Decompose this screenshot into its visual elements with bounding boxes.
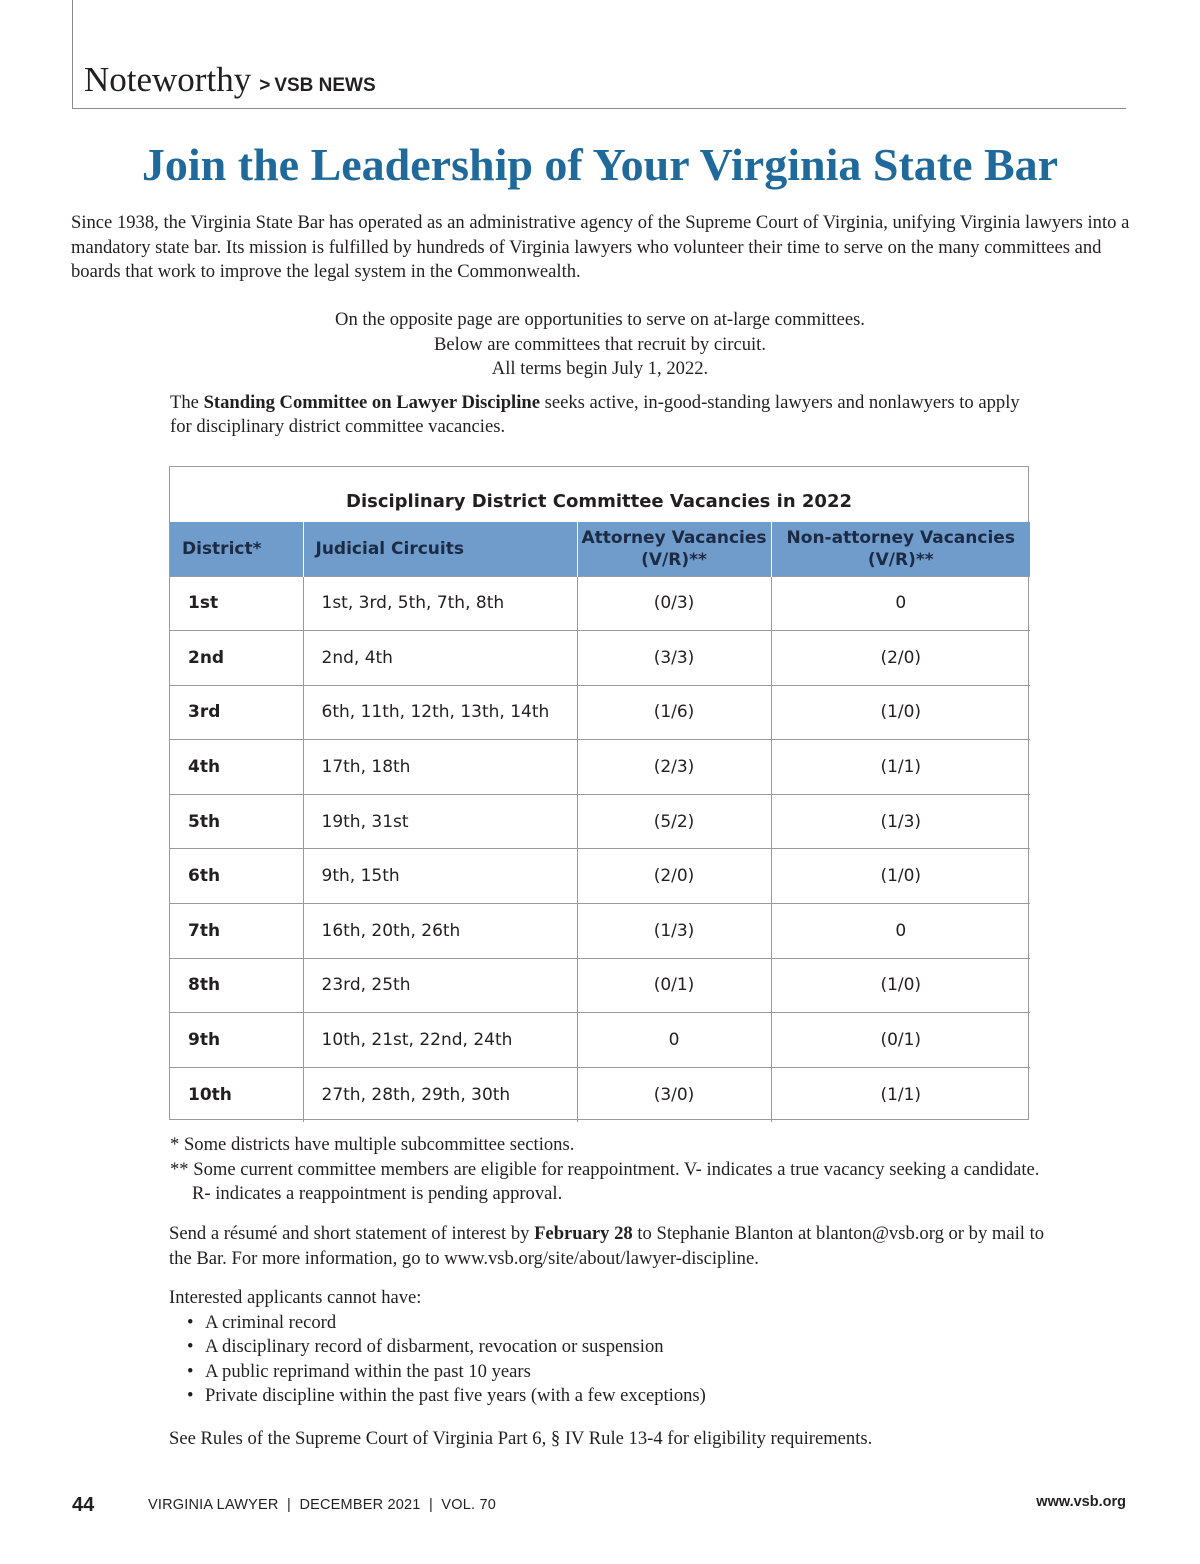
header-nonattorney-line2: (V/R)** bbox=[867, 549, 934, 570]
cell-district: 6th bbox=[170, 849, 303, 904]
cell-attorney: (2/3) bbox=[577, 740, 771, 795]
cell-circuits: 19th, 31st bbox=[303, 794, 577, 849]
subsection-name: VSB NEWS bbox=[274, 75, 376, 96]
lead-suffix: seeks active, in-good-standing lawyers and nonlawyers to apply for disciplinary district committee vacancies. bbox=[170, 392, 1020, 437]
table-row bbox=[170, 631, 1030, 686]
cell-attorney: (1/6) bbox=[577, 685, 771, 740]
cell-nonattorney: 0 bbox=[771, 904, 1030, 959]
table-row bbox=[170, 794, 1030, 849]
table-row bbox=[170, 576, 1030, 631]
send-suffix: to Stephanie Blanton at blanton@vsb.org or by mail to the Bar. For more information, go to www.vsb.org/site/about/lawyer-discipline. bbox=[169, 1223, 1045, 1269]
cell-district: 3rd bbox=[170, 685, 303, 740]
lead-prefix: The bbox=[170, 392, 204, 413]
send-paragraph bbox=[169, 1222, 1049, 1271]
cell-district: 9th bbox=[170, 1013, 303, 1068]
cell-circuits: 1st, 3rd, 5th, 7th, 8th bbox=[303, 576, 577, 631]
cell-attorney: (0/1) bbox=[577, 958, 771, 1013]
cell-district: 10th bbox=[170, 1067, 303, 1122]
cell-nonattorney: 0 bbox=[771, 576, 1030, 631]
cell-district: 4th bbox=[170, 740, 303, 795]
cell-circuits: 17th, 18th bbox=[303, 740, 577, 795]
cell-circuits: 9th, 15th bbox=[303, 849, 577, 904]
cell-attorney: (5/2) bbox=[577, 794, 771, 849]
applicant-requirements bbox=[169, 1286, 1049, 1409]
cell-nonattorney: (1/1) bbox=[771, 1067, 1030, 1122]
header-nonattorney-line1: Non-attorney Vacancies bbox=[786, 527, 1015, 548]
cell-circuits: 6th, 11th, 12th, 13th, 14th bbox=[303, 685, 577, 740]
header-district: District* bbox=[170, 522, 303, 576]
header-nonattorney bbox=[771, 522, 1030, 576]
send-prefix: Send a résumé and short statement of interest by bbox=[169, 1223, 535, 1244]
footer-url: www.vsb.org bbox=[1036, 1494, 1126, 1510]
bullet-icon: • bbox=[187, 1311, 194, 1333]
cell-attorney: (2/0) bbox=[577, 849, 771, 904]
cell-attorney: (1/3) bbox=[577, 904, 771, 959]
header-attorney-line1: Attorney Vacancies bbox=[581, 527, 767, 548]
centered-note: Below are committees that recruit by circuit. bbox=[434, 333, 766, 355]
table-row bbox=[170, 1067, 1030, 1122]
footnote: ** Some current committee members are eligible for reappointment. V- indicates a true vacancy seeking a candidate. R- indicates a reappointment is pending approval. bbox=[170, 1158, 1040, 1204]
cell-nonattorney: (1/0) bbox=[771, 849, 1030, 904]
header-circuits: Judicial Circuits bbox=[303, 522, 577, 576]
cell-attorney: (3/0) bbox=[577, 1067, 771, 1122]
cell-district: 1st bbox=[170, 576, 303, 631]
intro-paragraph: Since 1938, the Virginia State Bar has operated as an administrative agency of the Supreme Court of Virginia, unifying Virginia lawyers into a mandatory state bar. Its mission is fulfilled by hundreds of Virginia lawyers who volunteer their time to serve on the many committees and boards that work to improve the legal system in the Commonwealth. bbox=[71, 212, 1130, 282]
rules-paragraph: See Rules of the Supreme Court of Virginia Part 6, § IV Rule 13-4 for eligibility requirements. bbox=[169, 1428, 873, 1449]
footnote: * Some districts have multiple subcommittee sections. bbox=[170, 1134, 575, 1155]
section-header bbox=[84, 60, 376, 100]
lead-paragraph bbox=[170, 391, 1040, 439]
section-name: Noteworthy bbox=[84, 60, 252, 99]
cell-district: 5th bbox=[170, 794, 303, 849]
table-header-row bbox=[170, 522, 1030, 576]
table-row bbox=[170, 904, 1030, 959]
cell-nonattorney: (1/3) bbox=[771, 794, 1030, 849]
bullet-icon: • bbox=[187, 1385, 194, 1406]
list-item bbox=[169, 1384, 1049, 1409]
bullet-icon: • bbox=[187, 1360, 194, 1382]
list-item-text: Private discipline within the past five years (with a few exceptions) bbox=[205, 1385, 706, 1406]
list-item bbox=[169, 1311, 1049, 1336]
cell-nonattorney: (1/0) bbox=[771, 685, 1030, 740]
cell-district: 8th bbox=[170, 958, 303, 1013]
publication-info: VIRGINIA LAWYER | DECEMBER 2021 | VOL. 70 bbox=[148, 1497, 497, 1513]
cell-nonattorney: (2/0) bbox=[771, 631, 1030, 686]
header-vertical-rule bbox=[72, 0, 73, 108]
table-row bbox=[170, 685, 1030, 740]
header-attorney bbox=[577, 522, 771, 576]
list-item-text: A public reprimand within the past 10 years bbox=[205, 1360, 531, 1382]
bullet-icon: • bbox=[187, 1336, 194, 1357]
cell-circuits: 16th, 20th, 26th bbox=[303, 904, 577, 959]
requirements-intro: Interested applicants cannot have: bbox=[169, 1287, 422, 1308]
section-separator: > bbox=[259, 75, 271, 96]
page-title: Join the Leadership of Your Virginia State Bar bbox=[141, 139, 1059, 190]
cell-nonattorney: (1/1) bbox=[771, 740, 1030, 795]
table-footnotes bbox=[170, 1133, 1050, 1207]
header-attorney-line2: (V/R)** bbox=[641, 549, 707, 570]
list-item bbox=[169, 1335, 1049, 1360]
requirements-list bbox=[169, 1311, 1049, 1409]
table-row bbox=[170, 849, 1030, 904]
cell-nonattorney: (0/1) bbox=[771, 1013, 1030, 1068]
page-number: 44 bbox=[72, 1494, 95, 1516]
centered-notes bbox=[0, 308, 1200, 382]
table-row bbox=[170, 740, 1030, 795]
deadline: February 28 bbox=[534, 1223, 633, 1244]
table-row bbox=[170, 958, 1030, 1013]
cell-circuits: 10th, 21st, 22nd, 24th bbox=[303, 1013, 577, 1068]
cell-district: 2nd bbox=[170, 631, 303, 686]
cell-circuits: 2nd, 4th bbox=[303, 631, 577, 686]
cell-nonattorney: (1/0) bbox=[771, 958, 1030, 1013]
cell-attorney: 0 bbox=[577, 1013, 771, 1068]
cell-district: 7th bbox=[170, 904, 303, 959]
centered-note: All terms begin July 1, 2022. bbox=[491, 358, 709, 379]
vacancies-table bbox=[170, 522, 1030, 1122]
cell-circuits: 27th, 28th, 29th, 30th bbox=[303, 1067, 577, 1122]
committee-name: Standing Committee on Lawyer Discipline bbox=[203, 392, 540, 413]
table-caption: Disciplinary District Committee Vacancies in 2022 bbox=[346, 491, 852, 512]
table-row bbox=[170, 1013, 1030, 1068]
list-item bbox=[169, 1360, 1049, 1385]
cell-attorney: (3/3) bbox=[577, 631, 771, 686]
vacancies-table-box bbox=[169, 466, 1029, 1120]
header-horizontal-rule bbox=[72, 108, 1126, 109]
cell-attorney: (0/3) bbox=[577, 576, 771, 631]
list-item-text: A criminal record bbox=[205, 1311, 337, 1333]
cell-circuits: 23rd, 25th bbox=[303, 958, 577, 1013]
centered-note: On the opposite page are opportunities to serve on at-large committees. bbox=[335, 309, 865, 330]
list-item-text: A disciplinary record of disbarment, revocation or suspension bbox=[205, 1336, 664, 1357]
